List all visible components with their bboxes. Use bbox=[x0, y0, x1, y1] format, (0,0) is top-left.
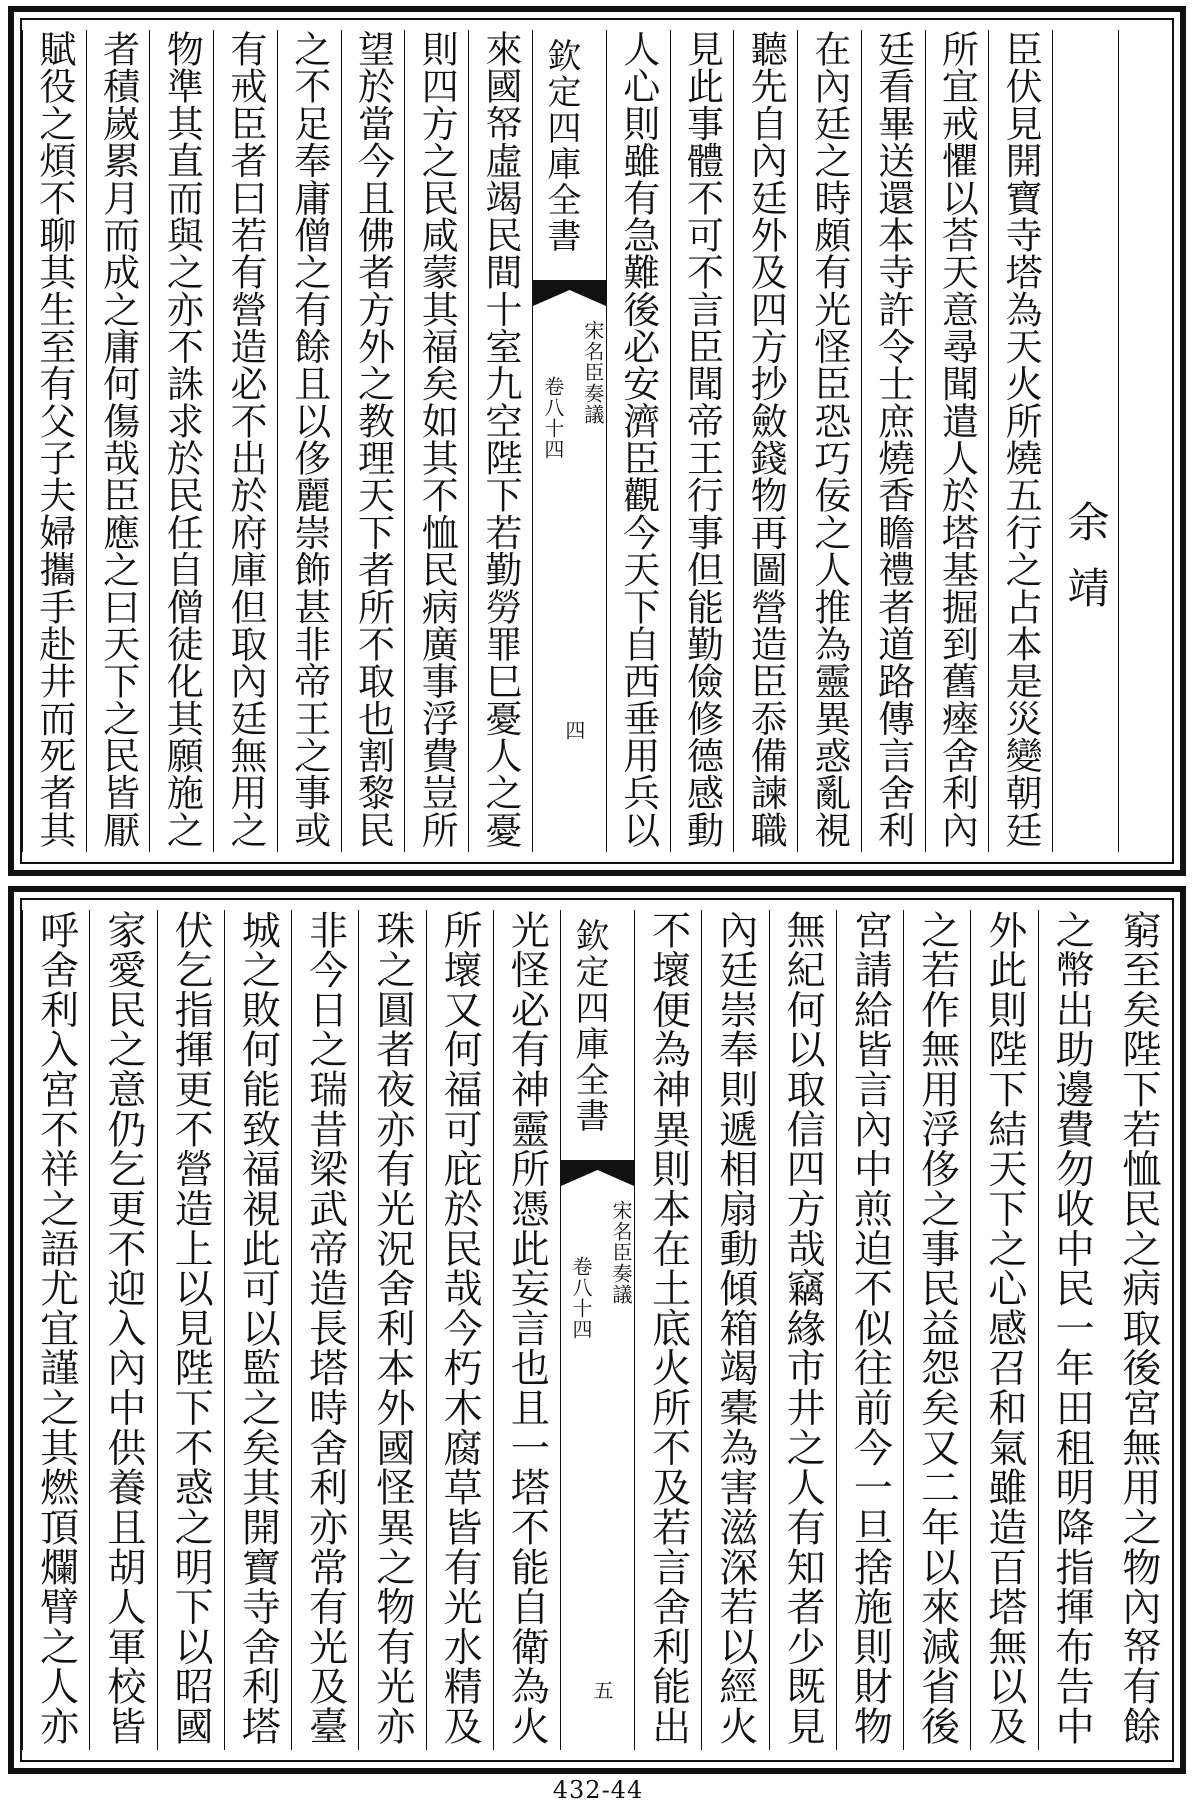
top-banner-column bbox=[532, 30, 606, 852]
author-name: 余靖 bbox=[1061, 500, 1111, 632]
column-text: 賦役之煩不聊其生至有父子夫婦攜手赴井而死者其 bbox=[32, 30, 76, 848]
top-text-column bbox=[404, 30, 468, 852]
column-text: 無紀何以取信四方哉竊緣市井之人有知者少既見 bbox=[780, 910, 826, 1746]
column-text: 物準其直而與之亦不誅求於民任自僧徒化其願施之 bbox=[160, 30, 204, 848]
column-text: 所宜戒懼以荅天意尋聞遣人於塔基掘到舊瘞舍利內 bbox=[935, 30, 979, 848]
bottom-text-column bbox=[1038, 910, 1105, 1750]
column-text: 之幣出助邊費勿收中民一年田租明降指揮布告中 bbox=[1049, 910, 1095, 1746]
column-text: 廷看畢送還本寺許令士庶燒香瞻禮者道路傳言舍利 bbox=[871, 30, 915, 848]
bottom-page-inner-border bbox=[20, 898, 1174, 1762]
top-text-column bbox=[22, 30, 86, 852]
top-text-column bbox=[468, 30, 532, 852]
banner-book-title: 宋名臣奏議 bbox=[580, 320, 605, 425]
column-text: 臣伏見開寶寺塔為天火所燒五行之占本是災變朝廷 bbox=[999, 30, 1043, 848]
fish-tail-mark-icon bbox=[561, 1160, 634, 1186]
bottom-text-column bbox=[903, 910, 970, 1750]
bottom-text-column bbox=[1105, 910, 1172, 1750]
top-text-column bbox=[277, 30, 341, 852]
banner-juan-number: 卷八十四 bbox=[540, 376, 565, 460]
top-text-column bbox=[797, 30, 861, 852]
bottom-text-column bbox=[224, 910, 291, 1750]
top-text-column bbox=[925, 30, 989, 852]
column-text: 窮至矣陛下若恤民之病取後宮無用之物內帑有餘 bbox=[1115, 910, 1161, 1746]
top-page-inner-border bbox=[20, 18, 1174, 864]
bottom-text-column bbox=[358, 910, 425, 1750]
bottom-text-column bbox=[22, 910, 89, 1750]
column-text: 聽先自內廷外及四方抄斂錢物再圖營造臣忝備諫職 bbox=[744, 30, 788, 848]
column-text: 之不足奉庸僧之有餘且以侈麗崇飾甚非帝王之事或 bbox=[287, 30, 331, 848]
page-number: 432-44 bbox=[552, 1776, 644, 1804]
column-text: 非今日之瑞昔梁武帝造長塔時舍利亦常有光及臺 bbox=[302, 910, 348, 1746]
column-text: 家愛民之意仍乞更不迎入內中供養且胡人軍校皆 bbox=[100, 910, 146, 1746]
column-text: 者積嵗累月而成之庸何傷哉臣應之曰天下之民皆厭 bbox=[96, 30, 140, 848]
banner-juan-number: 卷八十四 bbox=[569, 1256, 593, 1340]
bottom-text-column bbox=[634, 910, 701, 1750]
top-page-frame bbox=[8, 6, 1186, 876]
top-text-column bbox=[670, 30, 734, 852]
bottom-text-column bbox=[426, 910, 493, 1750]
top-text-column bbox=[988, 30, 1052, 852]
bottom-text-column bbox=[836, 910, 903, 1750]
banner-folio-number: 五 bbox=[590, 1680, 614, 1700]
top-text-column bbox=[86, 30, 150, 852]
column-text: 不壞便為神異則本在土底火所不及若言舍利能出 bbox=[645, 910, 691, 1746]
column-text: 所壞又何福可庇於民哉今朽木腐草皆有光水精及 bbox=[437, 910, 483, 1746]
column-text: 外此則陛下結天下之心感召和氣雖造百塔無以及 bbox=[981, 910, 1027, 1746]
column-text: 人心則雖有急難後必安濟臣觀今天下自西垂用兵以 bbox=[616, 30, 660, 848]
bottom-text-column bbox=[769, 910, 836, 1750]
bottom-text-column bbox=[291, 910, 358, 1750]
column-text: 有戒臣者曰若有營造必不出於府庫但取內廷無用之 bbox=[224, 30, 268, 848]
top-blank-column bbox=[1118, 30, 1172, 852]
top-text-column bbox=[861, 30, 925, 852]
bottom-text-column bbox=[970, 910, 1037, 1750]
bottom-page-frame bbox=[8, 886, 1186, 1774]
top-text-column bbox=[341, 30, 405, 852]
column-text: 之若作無用浮侈之事民益怨矣又二年以來減省後 bbox=[914, 910, 960, 1746]
top-author-column bbox=[1052, 30, 1118, 852]
top-text-column bbox=[606, 30, 670, 852]
column-text: 內廷崇奉則遞相扇動傾箱竭橐為害滋深若以經火 bbox=[712, 910, 758, 1746]
banner-folio-number: 四 bbox=[561, 720, 586, 740]
top-text-column bbox=[213, 30, 277, 852]
fish-tail-mark-icon bbox=[533, 280, 606, 306]
column-text: 宮請給皆言內中煎迫不似往前今一旦捨施則財物 bbox=[847, 910, 893, 1746]
top-text-column bbox=[149, 30, 213, 852]
column-text: 珠之圓者夜亦有光況舍利本外國怪異之物有光亦 bbox=[369, 910, 415, 1746]
bottom-text-column bbox=[701, 910, 768, 1750]
bottom-banner-column bbox=[560, 910, 634, 1750]
top-text-column bbox=[733, 30, 797, 852]
column-text: 城之敗何能致福視此可以監之矣其開寶寺舍利塔 bbox=[235, 910, 281, 1746]
banner-book-title: 宋名臣奏議 bbox=[609, 1200, 633, 1305]
banner-title: 欽定四庫全書 bbox=[540, 38, 581, 254]
column-text: 來國帑虛竭民間十室九空陛下若勤勞罪巳憂人之憂 bbox=[478, 30, 522, 848]
column-text: 則四方之民咸蒙其福矣如其不恤民病廣事浮費豈所 bbox=[415, 30, 459, 848]
column-text: 在內廷之時頗有光怪臣恐巧佞之人推為靈異惑亂視 bbox=[807, 30, 851, 848]
column-text: 呼舍利入宮不祥之語尤宜謹之其燃頂爛臂之人亦 bbox=[33, 910, 79, 1746]
banner-title: 欽定四庫全書 bbox=[569, 918, 609, 1134]
column-text: 望於當今且佛者方外之教理天下者所不取也割黎民 bbox=[351, 30, 395, 848]
column-text: 伏乞指揮更不營造上以見陛下不惑之明下以昭國 bbox=[168, 910, 214, 1746]
bottom-text-column bbox=[157, 910, 224, 1750]
bottom-text-column bbox=[89, 910, 156, 1750]
column-text: 光怪必有神靈所憑此妄言也且一塔不能自衛為火 bbox=[504, 910, 550, 1746]
column-text: 見此事體不可不言臣聞帝王行事但能勤儉修德感動 bbox=[680, 30, 724, 848]
bottom-text-column bbox=[493, 910, 560, 1750]
